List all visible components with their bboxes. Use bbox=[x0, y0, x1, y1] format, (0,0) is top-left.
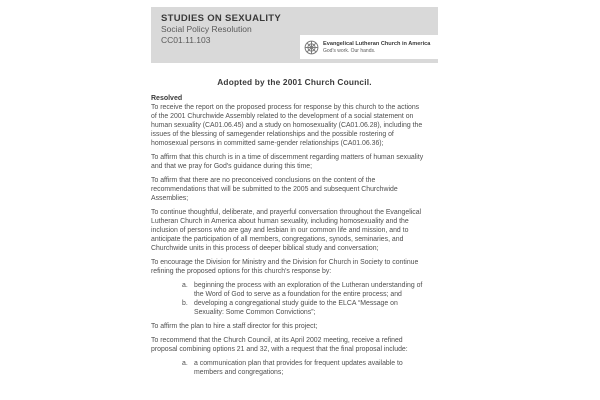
resolution-sublist bbox=[151, 281, 424, 317]
document-column bbox=[151, 7, 438, 382]
elca-logo-box bbox=[300, 35, 438, 59]
resolution-paragraph: To encourage the Division for Ministry and the Division for Church in Society to continue refining the proposed options for this church's response by: bbox=[151, 259, 419, 275]
list-item-text: a communication plan that provides for frequent updates available to members and congregations; bbox=[194, 360, 403, 376]
resolution-sublist bbox=[151, 359, 424, 377]
resolution-paragraph: To continue thoughtful, deliberate, and prayerful conversation throughout the Evangelical Lutheran Church in America about human sexuality, including homosexuality and the inclusion of persons who are gay and lesbian in our common life and mission, and to anticipate the participation of all members, congregations, synods, seminaries, and Churchwide units in this process of deeper biblical study and conversation; bbox=[151, 209, 422, 252]
resolution-paragraph: To affirm that there are no preconceived conclusions on the content of the recommendations that will be submitted to the 2005 and subsequent Churchwide Assemblies; bbox=[151, 177, 398, 202]
list-item-label: b. bbox=[182, 300, 188, 307]
document-number: CC01.11.103 bbox=[161, 35, 211, 45]
list-item-text: developing a congregational study guide to the ELCA “Message on Sexuality: Some Common Convictions”; bbox=[194, 300, 398, 316]
list-item-text: beginning the process with an exploration of the Lutheran understanding of the Word of God to serve as a foundation for the entire process; and bbox=[194, 282, 423, 298]
series-title: STUDIES ON SEXUALITY bbox=[161, 13, 282, 24]
resolution-paragraph: To affirm that this church is in a time of discernment regarding matters of human sexuality and that we pray for God's guidance during this time; bbox=[151, 154, 424, 170]
resolution-paragraph: To recommend that the Church Council, at its April 2002 meeting, receive a refined proposal combining options 21 and 32, with a request that the final proposal include: bbox=[151, 337, 408, 353]
document-header-bar bbox=[151, 7, 438, 63]
list-item-label: a. bbox=[182, 282, 188, 289]
resolution-paragraph: To affirm the plan to hire a staff director for this project; bbox=[151, 323, 318, 330]
list-item bbox=[151, 299, 424, 317]
adopted-heading: Adopted by the 2001 Church Council. bbox=[217, 77, 372, 87]
resolved-label: Resolved bbox=[151, 95, 183, 102]
list-item bbox=[151, 359, 424, 377]
elca-org-name: Evangelical Lutheran Church in America bbox=[323, 40, 431, 47]
list-item-label: a. bbox=[182, 360, 188, 367]
elca-tagline: God's work. Our hands. bbox=[323, 47, 376, 54]
list-item bbox=[151, 281, 424, 299]
resolution-paragraph: To receive the report on the proposed process for response by this church to the actions of the 2001 Churchwide Assembly related to the development of a social statement on human sexuality (CA01.06.45) and a study on homosexuality (CA01.06.28), including the issues of the blessing of samegender relationships and the possible rostering of homosexual persons in committed same-gender relationships (CA01.06.36); bbox=[151, 104, 423, 147]
elca-logo-text bbox=[323, 41, 430, 54]
elca-cross-emblem-icon bbox=[304, 40, 319, 55]
resolution-body bbox=[151, 94, 438, 377]
document-type: Social Policy Resolution bbox=[161, 24, 252, 34]
